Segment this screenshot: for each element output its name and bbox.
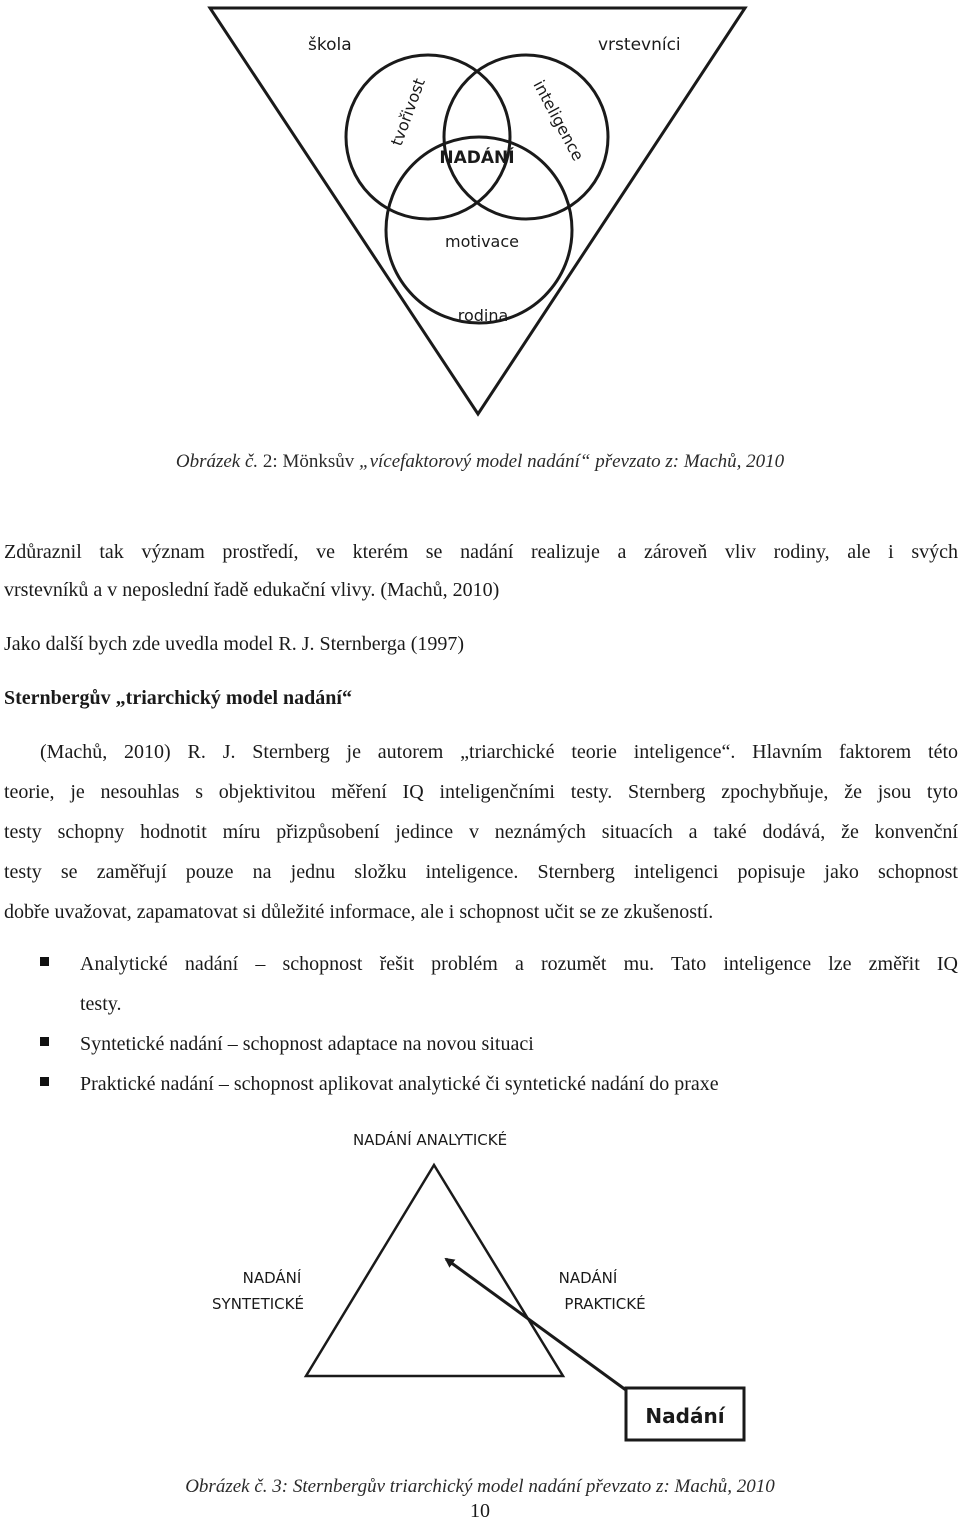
page-number: 10 bbox=[470, 1500, 490, 1522]
label-synthetic-2: SYNTETICKÉ bbox=[212, 1295, 304, 1313]
figure-monks-model bbox=[0, 0, 960, 430]
bullet-2: Syntetické nadání – schopnost adaptace na novou situaci bbox=[80, 1033, 534, 1055]
section-heading: Sternbergův „triarchický model nadání“ bbox=[4, 687, 352, 709]
paragraph-3-line-1: (Machů, 2010) R. J. Sternberg je autorem „triarchické teorie inteligence“. Hlavním faktorem této bbox=[40, 741, 958, 763]
paragraph-3-line-2: teorie, je nesouhlas s objektivitou měření IQ inteligenčními testy. Sternberg zpochybňuje, že jsou tyto bbox=[4, 781, 958, 803]
bullet-square-icon bbox=[40, 1077, 49, 1086]
sternberg-triangle bbox=[306, 1165, 563, 1376]
caption-prefix: Obrázek č. bbox=[175, 451, 259, 472]
paragraph-1-line-2: vrstevníků a v neposlední řadě edukační vlivy. (Machů, 2010) bbox=[4, 579, 500, 601]
caption-title: „vícefaktorový model nadání“ převzato z: Machů, 2010 bbox=[359, 451, 785, 472]
label-tvorivost: tvořivost bbox=[386, 75, 429, 149]
label-vrstevnici: vrstevníci bbox=[598, 35, 681, 55]
label-skola: škola bbox=[308, 35, 352, 55]
label-inteligence: inteligence bbox=[529, 76, 588, 164]
label-nadani: NADÁNÍ bbox=[439, 148, 515, 168]
label-rodina: rodina bbox=[457, 306, 509, 325]
bullet-1-line-2: testy. bbox=[80, 993, 122, 1015]
label-motivace: motivace bbox=[444, 232, 520, 251]
figure-caption-3: Obrázek č. 3: Sternbergův triarchický model nadání převzato z: Machů, 2010 bbox=[185, 1476, 775, 1497]
label-analytic: NADÁNÍ ANALYTICKÉ bbox=[352, 1131, 508, 1149]
paragraph-1-line-1: Zdůraznil tak význam prostředí, ve kterém se nadání realizuje a zároveň vliv rodiny, ale i svých bbox=[4, 541, 958, 563]
paragraph-3-line-4: testy se zaměřují pouze na jednu složku inteligence. Sternberg inteligenci popisuje jako schopnost bbox=[4, 861, 958, 883]
bullet-square-icon bbox=[40, 1037, 49, 1046]
bullet-1-line-1: Analytické nadání – schopnost řešit problém a rozumět mu. Tato inteligence lze změřit IQ bbox=[80, 953, 958, 975]
label-practical-1: NADÁNÍ bbox=[558, 1269, 618, 1287]
caption-number: 2: Mönksův bbox=[258, 451, 359, 472]
paragraph-3-line-3: testy schopny hodnotit míru přizpůsobení jedince v neznámých situacích a také dodává, že konvenční bbox=[4, 821, 958, 843]
label-synthetic-1: NADÁNÍ bbox=[242, 1269, 302, 1287]
label-nadani-box: Nadání bbox=[645, 1404, 725, 1428]
paragraph-3-line-5: dobře uvažovat, zapamatovat si důležité informace, ale i schopnost učit se ze zkušeností. bbox=[4, 901, 714, 923]
figure-sternberg-model bbox=[0, 1120, 960, 1460]
bullet-square-icon bbox=[40, 957, 49, 966]
figure-caption-2 bbox=[0, 450, 960, 474]
paragraph-2: Jako další bych zde uvedla model R. J. Sternberga (1997) bbox=[4, 633, 465, 655]
outer-triangle bbox=[210, 8, 745, 414]
label-practical-2: PRAKTICKÉ bbox=[564, 1295, 646, 1313]
bullet-3: Praktické nadání – schopnost aplikovat analytické či syntetické nadání do praxe bbox=[80, 1073, 719, 1095]
